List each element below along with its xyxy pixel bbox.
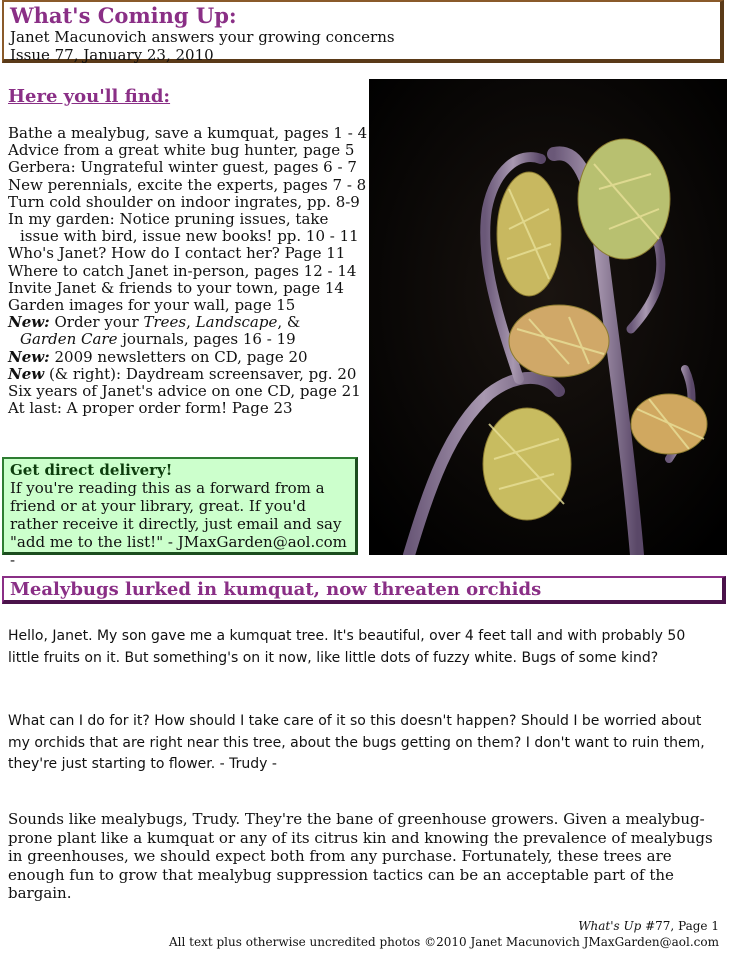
toc-item-journals[interactable] (8, 314, 368, 331)
newsletter-title: What's Coming Up: (10, 3, 237, 28)
reader-letter-p1: Hello, Janet. My son gave me a kumquat tree. It's beautiful, over 4 feet tall and with probably 50 little fruits on it. But something's on it now, like little dots of fuzzy white. Bugs of some kind? (8, 628, 686, 666)
toc-heading: Here you'll find: (8, 86, 171, 107)
toc-item[interactable]: Invite Janet & friends to your town, page 14 (8, 278, 344, 297)
toc-item[interactable]: New perennials, excite the experts, pages 7 - 8 (8, 175, 367, 194)
reader-letter-p2: What can I do for it? How should I take care of it so this doesn't happen? Should I be worried about my orchids that are right near this tree, about the bugs getting on them? I don't want to ruin them, they're just starting to flower. - Trudy - (8, 713, 705, 772)
fern-fiddleheads-illustration (369, 79, 727, 555)
footer-pub: What's Up (578, 919, 642, 933)
toc-text: , (186, 313, 196, 332)
answer-paragraph: Sounds like mealybugs, Trudy. They're the bane of greenhouse growers. Given a mealybug-prone plant like a kumquat or any of its citrus kin and knowing the prevalence of mealybugs in greenhouses, we should expect both from any purchase. Fortunately, these trees are enough fun to grow that mealybug suppression tactics can be an acceptable part of the bargain. (8, 810, 713, 902)
trees-title: Trees (143, 313, 187, 332)
toc-item[interactable]: Advice from a great white bug hunter, page 5 (8, 141, 355, 160)
toc-item[interactable]: At last: A proper order form! Page 23 (8, 399, 293, 418)
issue-info: Issue 77, January 23, 2010 (10, 46, 214, 64)
page-footer (169, 918, 719, 950)
toc-item-continued[interactable] (8, 331, 368, 348)
toc-item[interactable]: Where to catch Janet in-person, pages 12 - 14 (8, 261, 357, 280)
table-of-contents (8, 125, 368, 417)
landscape-title: Landscape (195, 313, 278, 332)
toc-item[interactable]: Turn cold shoulder on indoor ingrates, pp. 8-9 (8, 192, 360, 211)
garden-care-title: Garden Care (20, 330, 118, 349)
toc-text: 2009 newsletters on CD, page 20 (49, 347, 308, 366)
toc-item[interactable]: Bathe a mealybug, save a kumquat, pages 1 - 4 (8, 124, 368, 142)
toc-text: , & (277, 313, 301, 332)
direct-delivery-box (2, 457, 358, 569)
footer-credit: All text plus otherwise uncredited photos ©2010 Janet Macunovich JMaxGarden@aol.com (169, 935, 719, 949)
new-label: New: (8, 347, 50, 366)
newsletter-subtitle: Janet Macunovich answers your growing concerns (10, 28, 395, 46)
footer-page: #77, Page 1 (641, 919, 719, 933)
toc-item-screensaver[interactable] (8, 366, 368, 383)
toc-item-newsletters[interactable] (8, 349, 368, 366)
delivery-body: If you're reading this as a forward from a friend or at your library, great. If you'd rather receive it directly, just email and say "add me to the list!" - JMaxGarden@aol.com - (10, 479, 347, 569)
toc-item[interactable]: Six years of Janet's advice on one CD, page 21 (8, 382, 361, 401)
toc-text: Order your (49, 313, 144, 332)
toc-item[interactable]: In my garden: Notice pruning issues, take (8, 210, 329, 229)
toc-text: journals, pages 16 - 19 (117, 330, 296, 349)
toc-text: (& right): Daydream screensaver, pg. 20 (44, 364, 357, 383)
fern-photo (369, 79, 727, 555)
delivery-heading: Get direct delivery! (10, 461, 173, 479)
section-heading: Mealybugs lurked in kumquat, now threaten orchids (2, 576, 726, 604)
toc-item[interactable]: Garden images for your wall, page 15 (8, 296, 296, 315)
new-label: New: (8, 313, 50, 332)
newsletter-header (2, 0, 724, 63)
toc-item[interactable]: Who's Janet? How do I contact her? Page 11 (8, 244, 346, 263)
footer-page-line (169, 918, 719, 934)
toc-item-continued[interactable]: issue with bird, issue new books! pp. 10 - 11 (20, 227, 359, 246)
toc-item[interactable]: Gerbera: Ungrateful winter guest, pages 6 - 7 (8, 158, 357, 177)
new-label: New (8, 364, 45, 383)
